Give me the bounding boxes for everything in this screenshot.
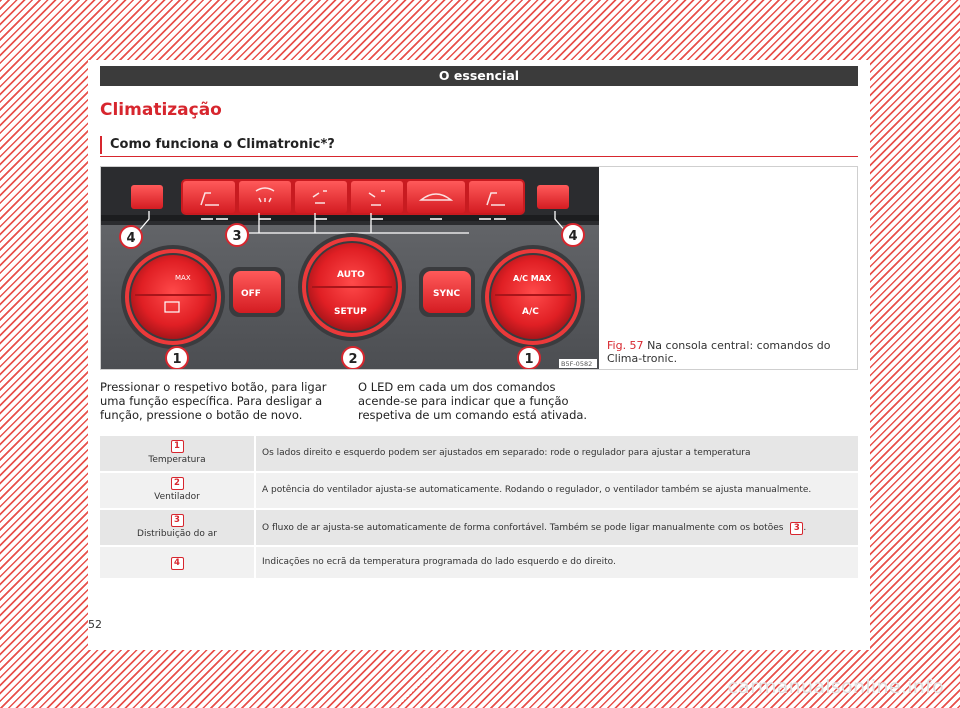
table-row <box>100 547 858 580</box>
left-temp-display[interactable] <box>131 185 163 209</box>
figure-caption <box>607 339 847 365</box>
climatronic-panel-illustration <box>101 167 599 369</box>
svg-text:SYNC: SYNC <box>433 289 461 299</box>
chapter-header: O essencial <box>100 66 858 86</box>
row-description: A potência do ventilador ajusta-se automaticamente. Rodando o regulador, o ventilador também se ajusta manualmente. <box>262 485 812 495</box>
image-code: B5F-0582 <box>561 360 593 368</box>
inline-reference-badge: 3 <box>790 522 803 535</box>
climatronic-photo <box>101 167 599 369</box>
watermark: carmanualsonline.info <box>727 676 944 698</box>
manual-page <box>88 60 870 650</box>
figure-57 <box>100 166 858 370</box>
row-description: Indicações no ecrã da temperatura programada do lado esquerdo e do direito. <box>262 557 616 567</box>
row-number-badge: 1 <box>171 440 184 453</box>
ac-label: A/C <box>522 307 539 317</box>
callout-4-right: 4 <box>568 229 578 244</box>
auto-label: AUTO <box>337 270 365 280</box>
row-description: O fluxo de ar ajusta-se automaticamente de forma confortável. Também se pode ligar manualmente com os botões 3 . <box>262 523 807 533</box>
top-function-buttons <box>183 181 523 213</box>
row-number-badge: 4 <box>171 557 184 570</box>
svg-text:OFF: OFF <box>241 289 261 299</box>
air-upper-button <box>295 181 347 213</box>
callout-2: 2 <box>348 352 358 367</box>
callout-4-left: 4 <box>126 231 136 246</box>
table-row <box>100 510 858 547</box>
callout-1-left: 1 <box>172 352 182 367</box>
row-number-badge: 2 <box>171 477 184 490</box>
figure-label: Fig. 57 <box>607 339 644 352</box>
table-row <box>100 436 858 473</box>
air-windshield-button <box>239 181 291 213</box>
callout-3: 3 <box>232 229 242 244</box>
setup-label: SETUP <box>334 307 367 317</box>
page-number: 52 <box>88 618 102 631</box>
row-label: Temperatura <box>148 455 206 465</box>
ac-max-label: A/C MAX <box>513 274 552 283</box>
body-paragraph-1: Pressionar o respetivo botão, para ligar uma função específica. Para desligar a função, pressione o botão de novo. <box>100 380 327 422</box>
subheading-rule <box>100 136 858 157</box>
subheading: Como funciona o Climatronic*? <box>100 136 335 154</box>
table-row <box>100 473 858 510</box>
section-title: Climatização <box>100 100 222 120</box>
right-temperature-knob[interactable] <box>491 255 575 339</box>
seat-heat-right-button <box>469 181 523 213</box>
seat-heat-left-button <box>183 181 235 213</box>
row-label: Distribuição do ar <box>137 529 217 539</box>
row-label: Ventilador <box>154 492 200 502</box>
body-paragraph-2: O LED em cada um dos comandos acende-se para indicar que a função respetiva de um comando está ativada. <box>358 380 588 422</box>
right-temp-display[interactable] <box>537 185 569 209</box>
controls-table <box>100 436 858 580</box>
row-number-badge: 3 <box>171 514 184 527</box>
left-temperature-knob[interactable] <box>131 255 215 339</box>
row-description: Os lados direito e esquerdo podem ser ajustados em separado: rode o regulador para ajustar a temperatura <box>262 448 751 458</box>
air-footwell-button <box>351 181 403 213</box>
figure-caption-text: Na consola central: comandos do Clima-tronic. <box>607 339 831 365</box>
recirculation-button <box>407 181 465 213</box>
max-label: MAX <box>175 274 191 282</box>
callout-1-right: 1 <box>524 352 534 367</box>
